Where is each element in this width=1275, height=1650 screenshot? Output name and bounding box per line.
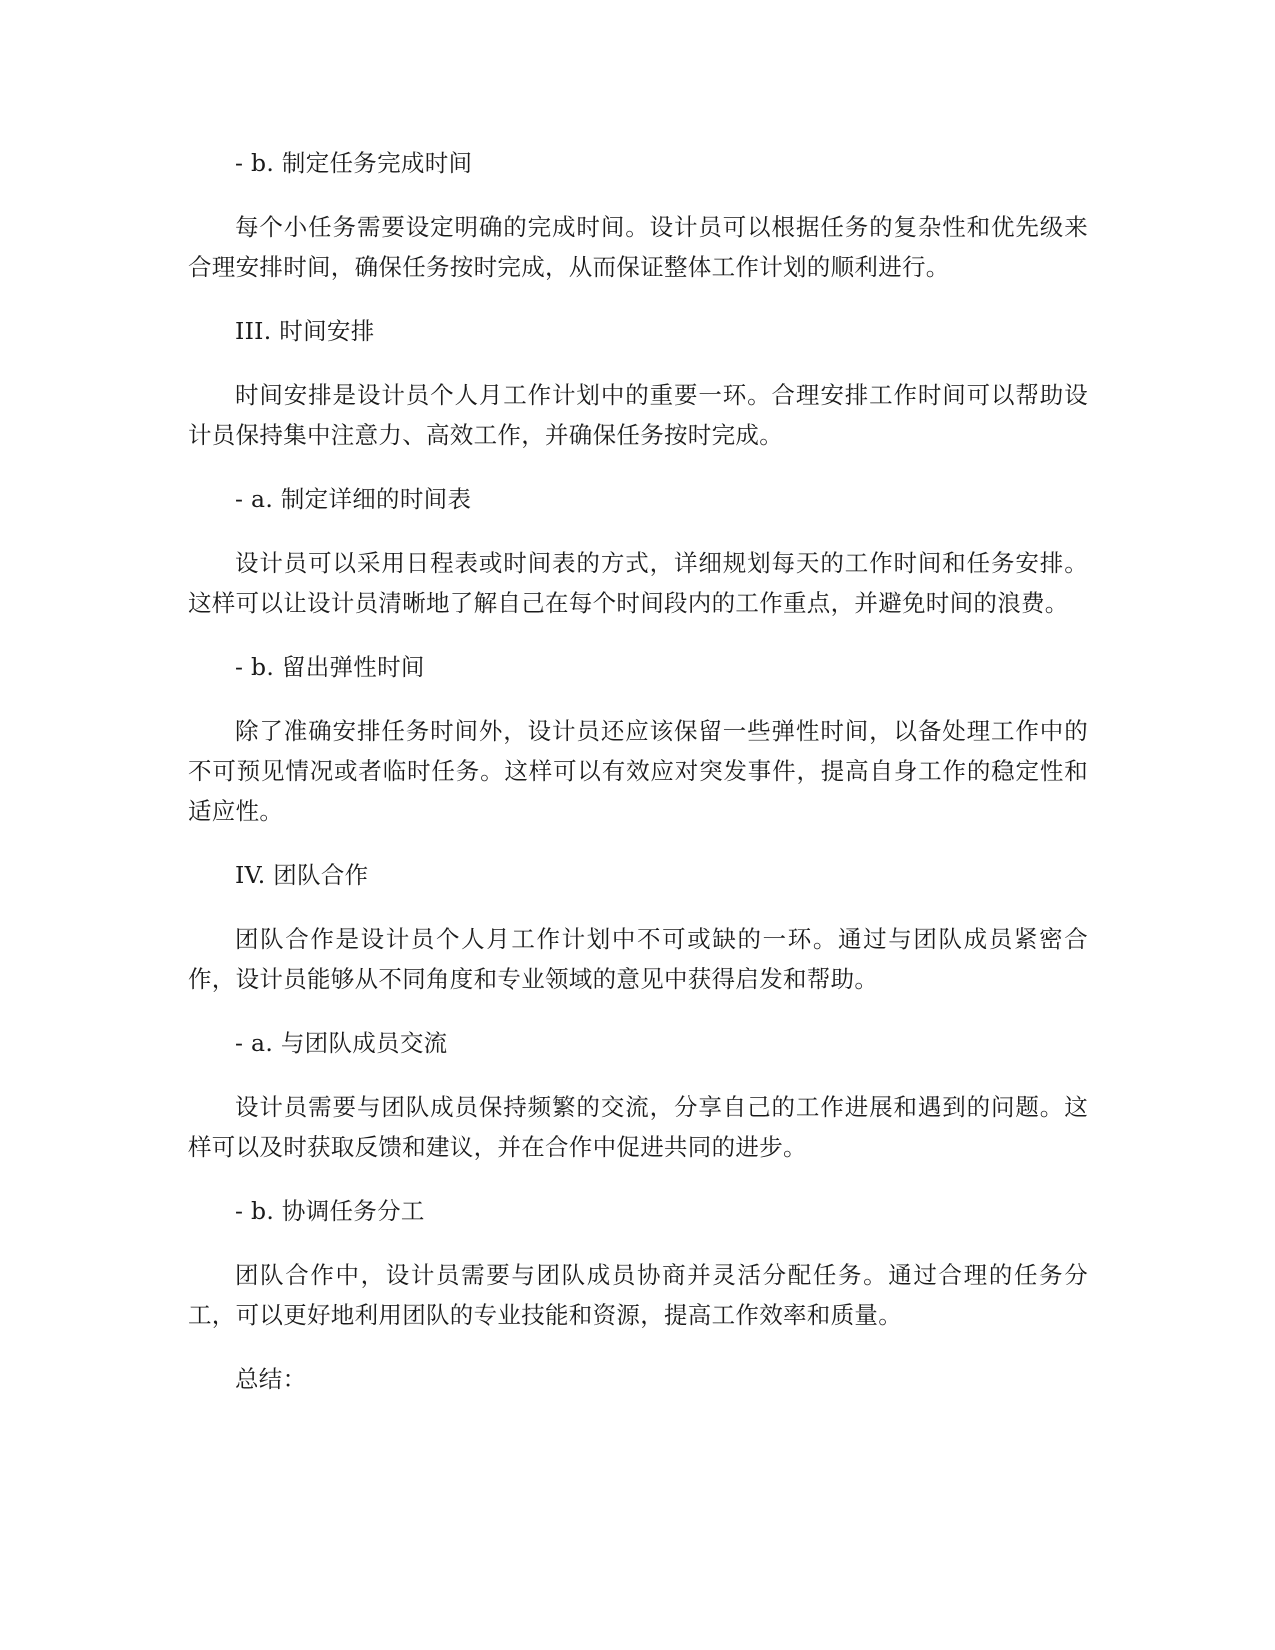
subheading-detailed-schedule: - a. 制定详细的时间表 xyxy=(235,485,472,513)
subheading-task-deadline: - b. 制定任务完成时间 xyxy=(235,149,473,177)
document-body xyxy=(188,143,1088,1399)
paragraph-task-deadline: 每个小任务需要设定明确的完成时间。设计员可以根据任务的复杂性和优先级来合理安排时间，确保任务按时完成，从而保证整体工作计划的顺利进行。 xyxy=(188,213,1088,281)
paragraph-detailed-schedule: 设计员可以采用日程表或时间表的方式，详细规划每天的工作时间和任务安排。这样可以让设计员清晰地了解自己在每个时间段内的工作重点，并避免时间的浪费。 xyxy=(188,549,1088,617)
section-heading-teamwork: IV. 团队合作 xyxy=(235,861,369,889)
section-heading-time-arrangement: III. 时间安排 xyxy=(235,317,375,345)
paragraph-team-communication: 设计员需要与团队成员保持频繁的交流，分享自己的工作进展和遇到的问题。这样可以及时获取反馈和建议，并在合作中促进共同的进步。 xyxy=(188,1093,1088,1161)
subheading-task-division: - b. 协调任务分工 xyxy=(235,1197,425,1225)
paragraph-flexible-time: 除了准确安排任务时间外，设计员还应该保留一些弹性时间，以备处理工作中的不可预见情况或者临时任务。这样可以有效应对突发事件，提高自身工作的稳定性和适应性。 xyxy=(188,717,1088,825)
paragraph-task-division: 团队合作中，设计员需要与团队成员协商并灵活分配任务。通过合理的任务分工，可以更好地利用团队的专业技能和资源，提高工作效率和质量。 xyxy=(188,1261,1088,1329)
subheading-team-communication: - a. 与团队成员交流 xyxy=(235,1029,448,1057)
summary-heading: 总结： xyxy=(235,1365,307,1393)
subheading-flexible-time: - b. 留出弹性时间 xyxy=(235,653,425,681)
paragraph-time-arrangement: 时间安排是设计员个人月工作计划中的重要一环。合理安排工作时间可以帮助设计员保持集中注意力、高效工作，并确保任务按时完成。 xyxy=(188,381,1088,449)
paragraph-teamwork: 团队合作是设计员个人月工作计划中不可或缺的一环。通过与团队成员紧密合作，设计员能够从不同角度和专业领域的意见中获得启发和帮助。 xyxy=(188,925,1088,993)
